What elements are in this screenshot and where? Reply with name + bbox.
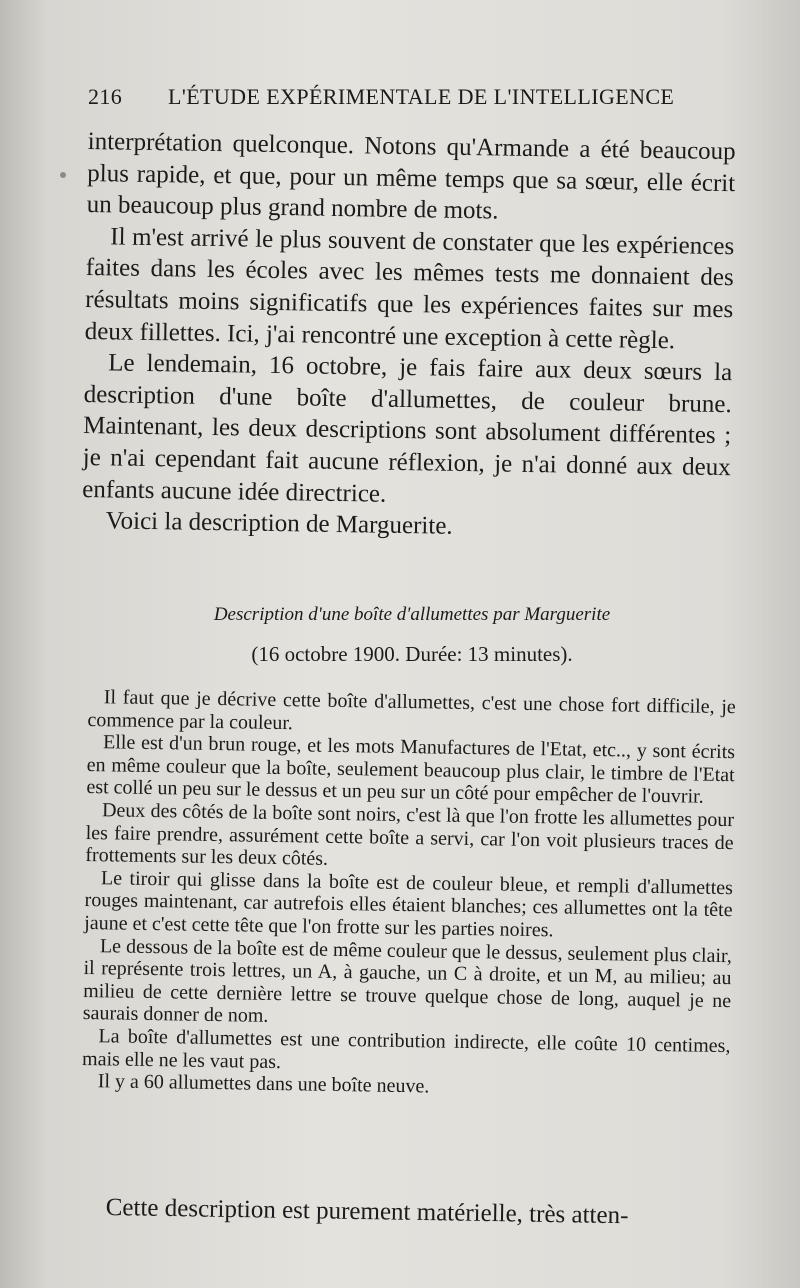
main-text [82, 126, 736, 547]
running-header [88, 84, 678, 114]
description-paragraph: Deux des côtés de la boîte sont noirs, c'est là que l'on frotte les allumettes pour les faire prendre, assurément cette boîte a servi, car l'on voit plusieurs traces de frottements sur les deux côtés. [85, 799, 735, 870]
description-text [82, 686, 736, 1103]
description-paragraph: Il y a 60 allumettes dans une boîte neuve. [97, 1070, 430, 1098]
description-paragraph: Le dessous de la boîte est de même couleur que le dessus, seulement plus clair, il représente trois lettres, un A, à gauche, un C à droite, et un M, au milieu; au milieu de cette dernière lettre se trouve quelque chose de long, auquel je ne saurais donner de nom. [82, 934, 733, 1028]
paragraph-3: Le lendemain, 16 octobre, je fais faire aux deux sœurs la description d'une boîte d'allumettes, de couleur brune. Maintenant, les deux descriptions sont absolument différentes ; je n'ai cependant fait aucune réflexion, je n'ai donné aux deux enfants aucune idée directrice. [82, 349, 733, 508]
description-paragraph: La boîte d'allumettes est une contribution indirecte, elle coûte 10 centimes, mais elle ne les vaut pas. [81, 1025, 731, 1073]
running-title: L'ÉTUDE EXPÉRIMENTALE DE L'INTELLIGENCE [168, 84, 675, 109]
page-number: 216 [88, 84, 123, 109]
description-date: (16 octobre 1900. Durée: 13 minutes). [251, 642, 573, 666]
description-paragraph: Il faut que je décrive cette boîte d'allumettes, c'est une chose fort difficile, je commence par la couleur. [87, 686, 736, 734]
paragraph-4: Voici la description de Marguerite. [105, 507, 453, 540]
margin-dot [60, 172, 66, 178]
description-paragraph: Le tiroir qui glisse dans la boîte est de couleur bleue, et rempli d'allumettes rouges maintenant, car autrefois elles étaient blanches; ces allumettes ont la tête jaune et c'est cette tête que l'on frotte sur les parties noires. [84, 866, 734, 942]
description-paragraph: Elle est d'un brun rouge, et les mots Manufactures de l'Etat, etc.., y sont écrits en même couleur que la boîte, seulement beaucoup plus clair, le timbre de l'Etat est collé un peu sur le dessus et un peu sur un côté pour empêcher de l'ouvrir. [86, 731, 736, 809]
description-title: Description d'une boîte d'allumettes par Marguerite [213, 604, 611, 625]
paragraph-1: interprétation quelconque. Notons qu'Armande a été beaucoup plus rapide, et que, pour un même temps que sa sœur, elle écrit un beaucoup plus grand nombre de mots. [86, 127, 736, 225]
paragraph-2: Il m'est arrivé le plus souvent de constater que les expériences faites dans les écoles avec les mêmes tests me donnaient des résultats moins significatifs que les expériences faites sur mes deux fillettes. Ici, j'ai rencontré une exception à cette règle. [84, 223, 735, 354]
closing-line: Cette description est purement matérielle, très atten- [105, 1193, 629, 1230]
